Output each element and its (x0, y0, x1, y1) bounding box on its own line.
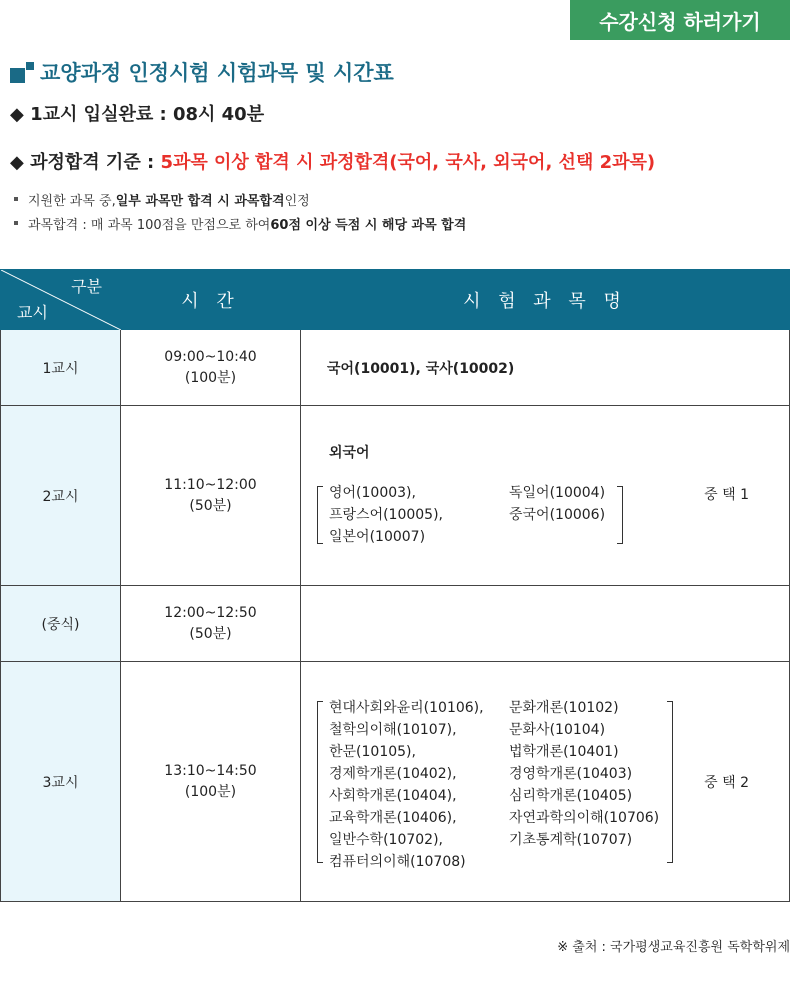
choice-bracket (317, 700, 673, 870)
choice-bracket (317, 486, 623, 544)
subject-item (509, 851, 689, 873)
page-title-text: 교양과정 인정시험 시험과목 및 시간표 (40, 61, 394, 85)
subject-item: 프랑스어(10005), (329, 507, 444, 523)
subject-item: 교육학개론(10406), (329, 810, 457, 826)
pass-criteria (10, 148, 655, 174)
subject-item: 경영학개론(10403) (509, 766, 633, 782)
choice-label: 중 택 2 (704, 775, 749, 791)
note-item: 과목합격 : 매 과목 100점을 만점으로 하여 60점 이상 득점 시 해당 과목 합격 (14, 211, 466, 235)
table-row (1, 662, 790, 902)
schedule-table (0, 269, 790, 902)
table-row (1, 330, 790, 406)
time-cell: 11:10~12:00 (50분) (121, 406, 301, 586)
subject-cell (301, 586, 790, 662)
subject-cell (301, 406, 790, 586)
subject-item: 중국어(10006) (509, 507, 606, 523)
time-cell: 09:00~10:40 (100분) (121, 330, 301, 406)
notes-list (14, 187, 466, 235)
subject-item: 현대사회와윤리(10106), (329, 700, 484, 716)
period-cell: 3교시 (1, 662, 121, 902)
subject-item: 문화개론(10102) (509, 700, 619, 716)
subject-item: 심리학개론(10405) (509, 788, 633, 804)
page-title (10, 57, 394, 87)
table-header-row (1, 270, 790, 330)
subject-item: 기초통계학(10707) (509, 832, 633, 848)
subject-item: 경제학개론(10402), (329, 766, 457, 782)
subject-item: 법학개론(10401) (509, 744, 619, 760)
table-row (1, 586, 790, 662)
subject-cell (301, 662, 790, 902)
header-category: 구분 교시 (1, 270, 121, 330)
time-cell: 13:10~14:50 (100분) (121, 662, 301, 902)
period-cell: 2교시 (1, 406, 121, 586)
register-button[interactable]: 수강신청 하러가기 (570, 0, 790, 40)
subject-item: 영어(10003), (329, 485, 416, 501)
source-note: ※ 출처 : 국가평생교육진흥원 독학학위제 (557, 940, 790, 955)
subject-item: 사회학개론(10404), (329, 788, 457, 804)
subject-cell: 국어(10001), 국사(10002) (301, 330, 790, 406)
table-row (1, 406, 790, 586)
subject-item: 문화사(10104) (509, 722, 606, 738)
entry-time-notice: ◆ 1교시 입실완료 : 08시 40분 (10, 104, 265, 125)
note-item: 지원한 과목 중, 일부 과목만 합격 시 과목합격 인정 (14, 187, 466, 211)
subject-item: 철학의이해(10107), (329, 722, 457, 738)
header-time: 시 간 (121, 270, 301, 330)
subject-item: 일본어(10007) (329, 529, 426, 545)
title-square-icon (10, 60, 34, 84)
period-cell: (중식) (1, 586, 121, 662)
subject-item: 한문(10105), (329, 744, 416, 760)
pass-criteria-highlight: 5과목 이상 합격 시 과정합격(국어, 국사, 외국어, 선택 2과목) (160, 152, 656, 173)
pass-criteria-label: ◆ 과정합격 기준 : (10, 152, 161, 173)
choice-label: 중 택 1 (704, 487, 749, 503)
subject-item: 일반수학(10702), (329, 832, 444, 848)
group-title: 외국어 (329, 445, 370, 461)
subject-item: 독일어(10004) (509, 485, 606, 501)
subject-item: 컴퓨터의이해(10708) (329, 854, 466, 870)
header-subject: 시 험 과 목 명 (301, 270, 790, 330)
period-cell: 1교시 (1, 330, 121, 406)
subject-item: 자연과학의이해(10706) (509, 810, 660, 826)
subject-item (509, 526, 689, 548)
time-cell: 12:00~12:50 (50분) (121, 586, 301, 662)
